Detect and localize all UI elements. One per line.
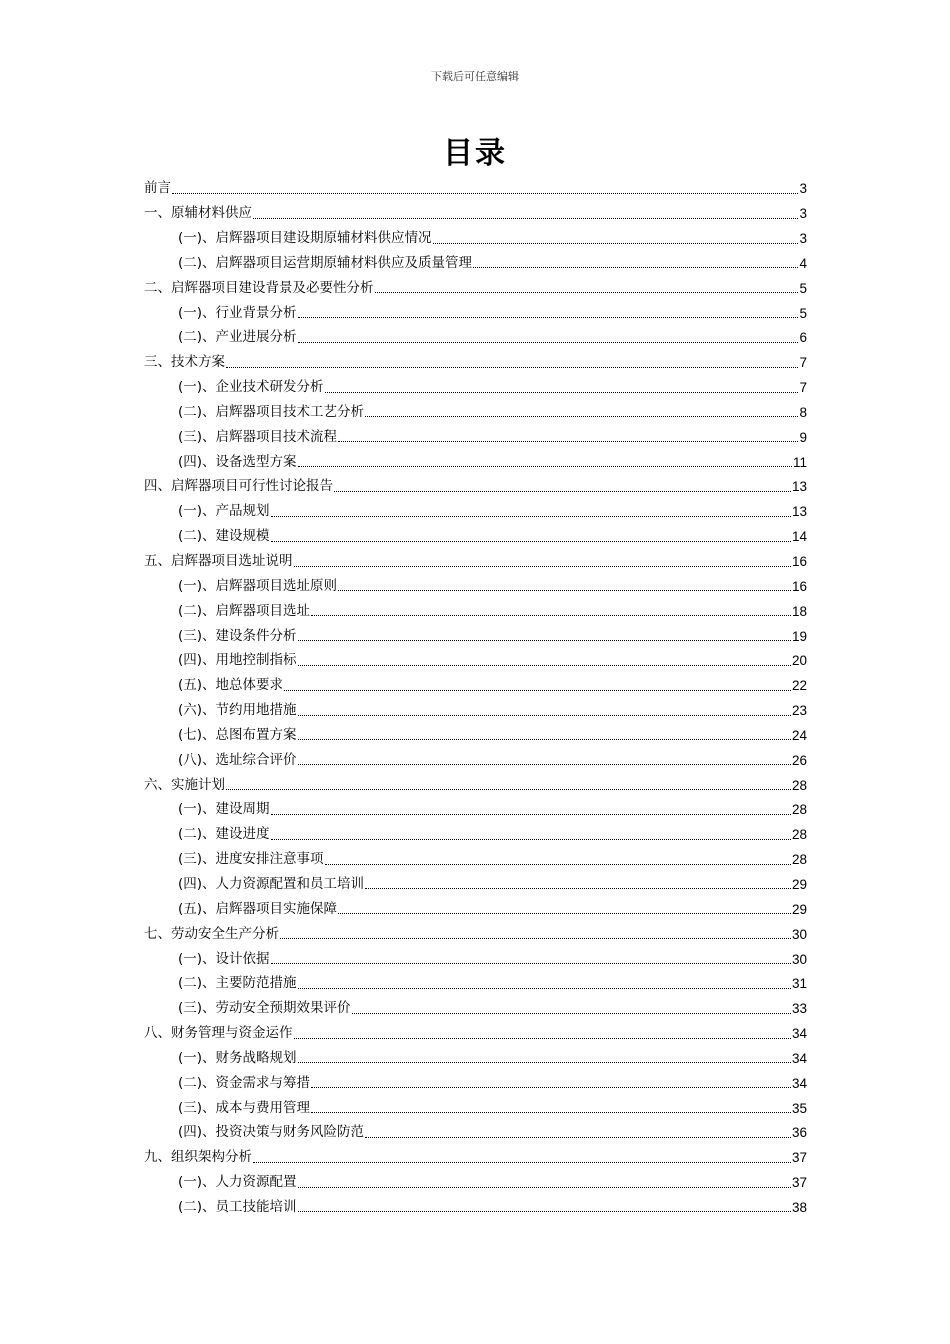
toc-entry[interactable]: [144, 1044, 807, 1069]
toc-entry[interactable]: [144, 373, 807, 398]
toc-dot-leader: [298, 466, 792, 467]
toc-dot-leader: [365, 416, 798, 417]
toc-entry[interactable]: [144, 721, 807, 746]
toc-entry-text: (一)、启辉器项目选址原则: [178, 577, 338, 594]
toc-dot-leader: [226, 367, 798, 368]
toc-entry[interactable]: [144, 273, 807, 298]
toc-dot-leader: [365, 888, 791, 889]
toc-entry[interactable]: [144, 969, 807, 994]
toc-dot-leader: [253, 1162, 791, 1163]
toc-dot-leader: [338, 590, 791, 591]
toc-dot-leader: [271, 963, 791, 964]
toc-title: 目录: [443, 136, 507, 171]
toc-entry-text: (三)、成本与费用管理: [178, 1099, 311, 1116]
toc-entry-text: (四)、投资决策与财务风险防范: [178, 1124, 365, 1141]
toc-dot-leader: [298, 640, 791, 641]
toc-entry-page: 4: [799, 255, 807, 271]
toc-entry-page: 22: [791, 678, 807, 694]
toc-entry[interactable]: [144, 894, 807, 919]
toc-entry-page: 14: [791, 529, 807, 545]
toc-entry-page: 5: [799, 280, 807, 296]
toc-entry-text: (八)、选址综合评价: [178, 751, 297, 768]
toc-entry-text: (三)、启辉器项目技术流程: [178, 428, 338, 445]
toc-dot-leader: [298, 1187, 791, 1188]
toc-dot-leader: [298, 665, 791, 666]
toc-entry-text: (一)、财务战略规划: [178, 1049, 297, 1066]
toc-entry-text: (一)、行业背景分析: [178, 304, 297, 321]
toc-entry[interactable]: [144, 547, 807, 572]
toc-entry[interactable]: [144, 472, 807, 497]
toc-entry-text: (五)、启辉器项目实施保障: [178, 900, 338, 917]
toc-dot-leader: [365, 1137, 791, 1138]
toc-entry-text: (六)、节约用地措施: [178, 702, 297, 719]
toc-entry-text: 三、技术方案: [144, 354, 225, 371]
toc-entry[interactable]: [144, 870, 807, 895]
toc-entry[interactable]: [144, 298, 807, 323]
toc-entry-page: 37: [791, 1175, 807, 1191]
toc-entry-page: 18: [791, 603, 807, 619]
toc-dot-leader: [334, 491, 791, 492]
toc-entry-page: 24: [791, 727, 807, 743]
table-of-contents: [144, 174, 807, 1217]
toc-entry[interactable]: [144, 572, 807, 597]
toc-entry[interactable]: [144, 596, 807, 621]
toc-entry[interactable]: [144, 1143, 807, 1168]
toc-entry-text: (五)、地总体要求: [178, 677, 284, 694]
toc-dot-leader: [298, 739, 791, 740]
toc-entry-text: (二)、建设进度: [178, 826, 270, 843]
toc-entry-page: 28: [791, 852, 807, 868]
toc-entry-page: 3: [799, 231, 807, 247]
toc-entry-page: 28: [791, 802, 807, 818]
toc-dot-leader: [280, 938, 791, 939]
toc-dot-leader: [284, 690, 791, 691]
toc-entry-text: (二)、启辉器项目选址: [178, 602, 311, 619]
toc-entry[interactable]: [144, 1168, 807, 1193]
toc-entry[interactable]: [144, 398, 807, 423]
toc-dot-leader: [253, 218, 798, 219]
toc-entry-page: 16: [791, 554, 807, 569]
toc-entry[interactable]: [144, 348, 807, 373]
toc-entry-text: 七、劳动安全生产分析: [144, 925, 279, 942]
toc-entry-text: 五、启辉器项目选址说明: [144, 553, 293, 569]
toc-dot-leader: [298, 342, 799, 343]
toc-entry-text: (一)、产品规划: [178, 503, 270, 520]
toc-dot-leader: [311, 1112, 791, 1113]
toc-dot-leader: [294, 1038, 791, 1039]
toc-entry-page: 6: [799, 330, 807, 346]
toc-dot-leader: [338, 913, 791, 914]
toc-entry[interactable]: [144, 1068, 807, 1093]
toc-entry[interactable]: [144, 919, 807, 944]
toc-entry[interactable]: [144, 1019, 807, 1044]
toc-entry[interactable]: [144, 795, 807, 820]
toc-dot-leader: [325, 392, 799, 393]
toc-entry-page: 16: [791, 578, 807, 594]
toc-entry[interactable]: [144, 745, 807, 770]
toc-entry-page: 11: [792, 454, 807, 470]
toc-entry-text: (二)、启辉器项目运营期原辅材料供应及质量管理: [178, 254, 473, 271]
toc-dot-leader: [298, 1211, 791, 1212]
toc-dot-leader: [294, 566, 791, 567]
toc-dot-leader: [298, 715, 791, 716]
toc-entry-text: 前言: [144, 180, 171, 197]
toc-entry-text: (四)、人力资源配置和员工培训: [178, 875, 365, 892]
toc-dot-leader: [172, 193, 798, 194]
toc-entry[interactable]: [144, 422, 807, 447]
toc-entry-text: (二)、主要防范措施: [178, 975, 297, 992]
toc-entry[interactable]: [144, 994, 807, 1019]
toc-entry[interactable]: [144, 820, 807, 845]
toc-entry-page: 7: [799, 355, 807, 371]
toc-entry-page: 33: [791, 1001, 807, 1017]
toc-entry[interactable]: [144, 671, 807, 696]
toc-entry-page: 7: [799, 380, 807, 396]
toc-entry-text: (二)、员工技能培训: [178, 1198, 297, 1215]
toc-entry-page: 3: [799, 181, 807, 197]
toc-entry-text: (三)、进度安排注意事项: [178, 851, 324, 868]
toc-dot-leader: [298, 317, 799, 318]
toc-entry-text: (二)、建设规模: [178, 528, 270, 545]
toc-entry-text: (七)、总图布置方案: [178, 726, 297, 743]
toc-entry-text: (四)、设备选型方案: [178, 453, 297, 470]
toc-entry[interactable]: [144, 522, 807, 547]
toc-entry-page: 8: [799, 404, 807, 420]
toc-dot-leader: [271, 541, 791, 542]
toc-entry-text: (一)、设计依据: [178, 950, 270, 967]
toc-entry-page: 34: [791, 1050, 807, 1066]
toc-entry-page: 38: [791, 1199, 807, 1215]
toc-entry[interactable]: [144, 447, 807, 472]
toc-entry-text: (一)、企业技术研发分析: [178, 379, 324, 396]
toc-entry-page: 34: [791, 1026, 807, 1042]
toc-entry-page: 5: [799, 305, 807, 321]
toc-entry-text: (三)、劳动安全预期效果评价: [178, 1000, 351, 1017]
toc-entry-page: 13: [791, 479, 807, 495]
toc-dot-leader: [311, 1087, 791, 1088]
toc-entry-text: (二)、产业进展分析: [178, 329, 297, 346]
toc-entry[interactable]: [144, 199, 807, 224]
toc-entry-page: 28: [791, 777, 807, 793]
toc-entry-text: 九、组织架构分析: [144, 1149, 252, 1166]
toc-entry-page: 37: [791, 1150, 807, 1166]
toc-dot-leader: [298, 988, 791, 989]
toc-dot-leader: [375, 292, 799, 293]
toc-entry-page: 30: [791, 926, 807, 942]
toc-entry-text: (二)、资金需求与筹措: [178, 1074, 311, 1091]
toc-entry-text: (一)、建设周期: [178, 801, 270, 818]
toc-entry[interactable]: [144, 696, 807, 721]
toc-dot-leader: [473, 267, 798, 268]
toc-entry-text: 八、财务管理与资金运作: [144, 1025, 293, 1042]
toc-entry-text: 四、启辉器项目可行性讨论报告: [144, 478, 333, 495]
toc-entry-page: 30: [791, 951, 807, 967]
toc-dot-leader: [271, 814, 791, 815]
toc-entry[interactable]: [144, 224, 807, 249]
toc-entry-page: 20: [791, 653, 807, 669]
toc-entry-text: (一)、人力资源配置: [178, 1174, 297, 1191]
toc-entry-text: (二)、启辉器项目技术工艺分析: [178, 403, 365, 420]
toc-entry[interactable]: [144, 1093, 807, 1118]
toc-entry-page: 29: [791, 876, 807, 892]
toc-entry-page: 3: [799, 206, 807, 222]
toc-entry-text: 六、实施计划: [144, 776, 225, 793]
toc-dot-leader: [298, 1062, 791, 1063]
toc-dot-leader: [352, 1013, 791, 1014]
toc-entry-page: 36: [791, 1125, 807, 1141]
toc-dot-leader: [325, 864, 791, 865]
toc-entry-page: 28: [791, 827, 807, 843]
toc-entry[interactable]: [144, 646, 807, 671]
toc-entry-page: 9: [799, 429, 807, 445]
toc-entry-page: 26: [791, 752, 807, 768]
toc-entry-text: (四)、用地控制指标: [178, 652, 297, 669]
toc-entry-text: 二、启辉器项目建设背景及必要性分析: [144, 279, 374, 296]
toc-entry-page: 19: [791, 628, 807, 644]
toc-entry[interactable]: [144, 1118, 807, 1143]
toc-entry[interactable]: [144, 497, 807, 522]
toc-entry[interactable]: [144, 174, 807, 199]
toc-entry[interactable]: [144, 249, 807, 274]
toc-dot-leader: [271, 516, 791, 517]
toc-dot-leader: [311, 615, 791, 616]
toc-entry-page: 34: [791, 1075, 807, 1091]
toc-entry[interactable]: [144, 944, 807, 969]
toc-entry-page: 31: [791, 976, 807, 992]
toc-entry-text: 一、原辅材料供应: [144, 205, 252, 222]
toc-dot-leader: [433, 243, 799, 244]
toc-entry-page: 23: [791, 703, 807, 719]
toc-entry[interactable]: [144, 845, 807, 870]
toc-entry[interactable]: [144, 770, 807, 795]
toc-dot-leader: [298, 764, 791, 765]
toc-entry-page: 29: [791, 901, 807, 917]
toc-dot-leader: [271, 839, 791, 840]
toc-dot-leader: [338, 441, 798, 442]
toc-entry-page: 13: [791, 504, 807, 520]
header-note: 下载后可任意编辑: [431, 70, 519, 83]
toc-entry[interactable]: [144, 621, 807, 646]
toc-entry[interactable]: [144, 323, 807, 348]
toc-entry-text: (三)、建设条件分析: [178, 627, 297, 644]
toc-entry[interactable]: [144, 1193, 807, 1218]
toc-entry-page: 35: [791, 1100, 807, 1116]
toc-entry-text: (一)、启辉器项目建设期原辅材料供应情况: [178, 230, 432, 247]
toc-dot-leader: [226, 789, 791, 790]
